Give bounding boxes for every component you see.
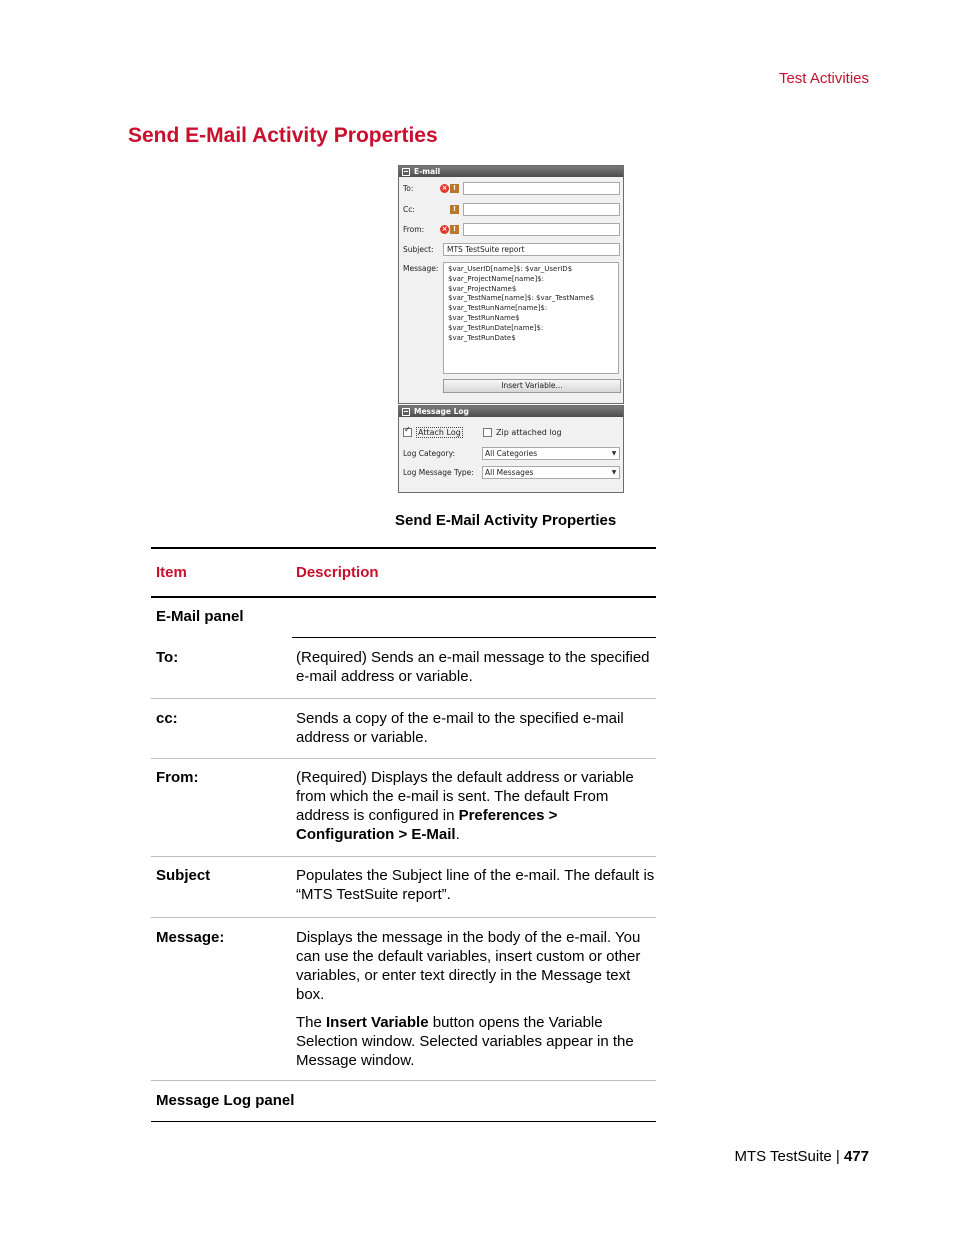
to-label: To: bbox=[403, 184, 414, 193]
from-label: From: bbox=[403, 225, 425, 234]
subject-label: Subject: bbox=[403, 245, 434, 254]
menu-path: Preferences > Configuration > E-Mail bbox=[296, 807, 558, 843]
description-text: (Required) Displays the default address or variable from which the e-mail is sent. The default From address is configured in bbox=[296, 769, 634, 824]
variable-icon[interactable]: ! bbox=[450, 184, 459, 193]
to-input[interactable] bbox=[463, 182, 620, 195]
section-label: Message Log panel bbox=[156, 1092, 295, 1109]
message-line: $var_UserID[name]$: $var_UserID$ bbox=[448, 265, 573, 273]
description-text: button opens the Variable Selection window. Selected variables appear in the Message window. bbox=[296, 1014, 634, 1069]
button-name: Insert Variable bbox=[326, 1014, 429, 1031]
error-icon: × bbox=[441, 225, 448, 233]
error-icon: × bbox=[441, 184, 448, 192]
message-line: $var_TestName[name]$: $var_TestName$ bbox=[448, 294, 595, 303]
variable-icon[interactable]: ! bbox=[450, 225, 459, 234]
page-footer bbox=[734, 1148, 869, 1165]
table-row bbox=[151, 638, 656, 699]
log-category-value: All Categories bbox=[485, 449, 538, 458]
description-cell: (Required) Sends an e-mail message to the specified e-mail address or variable. bbox=[296, 649, 650, 685]
subject-row bbox=[403, 243, 620, 256]
message-log-pane-header[interactable] bbox=[399, 406, 623, 417]
log-type-row bbox=[403, 466, 620, 479]
message-line: $var_ProjectName$ bbox=[448, 284, 517, 293]
description-cell: Sends a copy of the e-mail to the specified e-mail address or variable. bbox=[296, 710, 624, 746]
table-row bbox=[151, 759, 656, 857]
insert-variable-button[interactable]: Insert Variable... bbox=[443, 379, 621, 393]
column-header-description: Description bbox=[296, 564, 379, 581]
log-category-select[interactable] bbox=[482, 447, 620, 460]
description-text: . bbox=[455, 826, 460, 843]
table-row bbox=[151, 857, 656, 918]
item-cell: From: bbox=[156, 769, 199, 786]
running-header: Test Activities bbox=[778, 70, 869, 87]
email-pane-header[interactable] bbox=[399, 166, 623, 177]
section-row-message-log-panel bbox=[151, 1081, 656, 1122]
log-type-value: All Messages bbox=[485, 468, 534, 477]
figure-caption: Send E-Mail Activity Properties bbox=[395, 512, 617, 529]
cc-row bbox=[403, 203, 620, 216]
email-pane-title: E-mail bbox=[414, 167, 441, 176]
message-line: $var_TestRunName$ bbox=[448, 313, 520, 322]
from-input[interactable] bbox=[463, 223, 620, 236]
description-paragraph bbox=[296, 1013, 656, 1070]
page-number: 477 bbox=[843, 1148, 869, 1165]
message-log-pane-title: Message Log bbox=[414, 407, 469, 416]
message-label: Message: bbox=[403, 264, 439, 273]
email-properties-figure bbox=[398, 165, 624, 493]
product-name: MTS TestSuite bbox=[734, 1148, 832, 1165]
message-line: $var_TestRunDate$ bbox=[448, 333, 516, 342]
log-options-row bbox=[403, 427, 620, 438]
description-cell: Populates the Subject line of the e-mail. The default is “MTS TestSuite report”. bbox=[296, 867, 655, 903]
cc-input[interactable] bbox=[463, 203, 620, 216]
footer-separator: | bbox=[831, 1148, 844, 1165]
table-header-row bbox=[151, 549, 656, 598]
message-line: $var_TestRunDate[name]$: bbox=[448, 323, 544, 332]
cc-label: Cc: bbox=[403, 205, 415, 214]
attach-log-checkbox[interactable] bbox=[403, 428, 412, 437]
collapse-icon[interactable] bbox=[402, 408, 410, 416]
collapse-icon[interactable] bbox=[402, 168, 410, 176]
item-cell: cc: bbox=[156, 710, 178, 727]
page-title: Send E-Mail Activity Properties bbox=[128, 124, 438, 147]
attach-log-label: Attach Log bbox=[418, 428, 461, 437]
description-cell bbox=[296, 768, 656, 844]
description-paragraph: Displays the message in the body of the e-mail. You can use the default variables, insert custom or other variables, or enter text directly in the Message text box. bbox=[296, 929, 641, 1003]
zip-log-checkbox[interactable] bbox=[483, 428, 492, 437]
message-log-pane bbox=[398, 405, 624, 493]
table-row bbox=[151, 918, 656, 1081]
message-textarea[interactable] bbox=[443, 262, 619, 374]
email-pane bbox=[398, 165, 624, 404]
table-row bbox=[151, 699, 656, 759]
variable-icon[interactable]: ! bbox=[450, 205, 459, 214]
chevron-down-icon: ▼ bbox=[611, 469, 617, 476]
log-type-select[interactable] bbox=[482, 466, 620, 479]
section-label: E-Mail panel bbox=[156, 608, 244, 625]
chevron-down-icon: ▼ bbox=[611, 450, 617, 457]
properties-table bbox=[151, 547, 656, 1122]
from-row bbox=[403, 223, 620, 236]
item-cell: Subject bbox=[156, 867, 211, 884]
log-category-label: Log Category: bbox=[403, 449, 456, 458]
log-category-row bbox=[403, 447, 620, 460]
log-type-label: Log Message Type: bbox=[403, 468, 474, 477]
zip-log-label: Zip attached log bbox=[496, 428, 562, 437]
item-cell: Message: bbox=[156, 929, 225, 946]
description-cell bbox=[296, 928, 656, 1070]
message-line: $var_TestRunName[name]$: bbox=[448, 304, 548, 313]
description-text: The bbox=[296, 1014, 327, 1031]
item-cell: To: bbox=[156, 649, 179, 666]
section-row-email-panel bbox=[151, 598, 656, 638]
to-row bbox=[403, 182, 620, 195]
subject-input[interactable]: MTS TestSuite report bbox=[443, 243, 620, 256]
message-line: $var_ProjectName[name]$: bbox=[448, 274, 544, 283]
column-header-item: Item bbox=[156, 564, 187, 581]
